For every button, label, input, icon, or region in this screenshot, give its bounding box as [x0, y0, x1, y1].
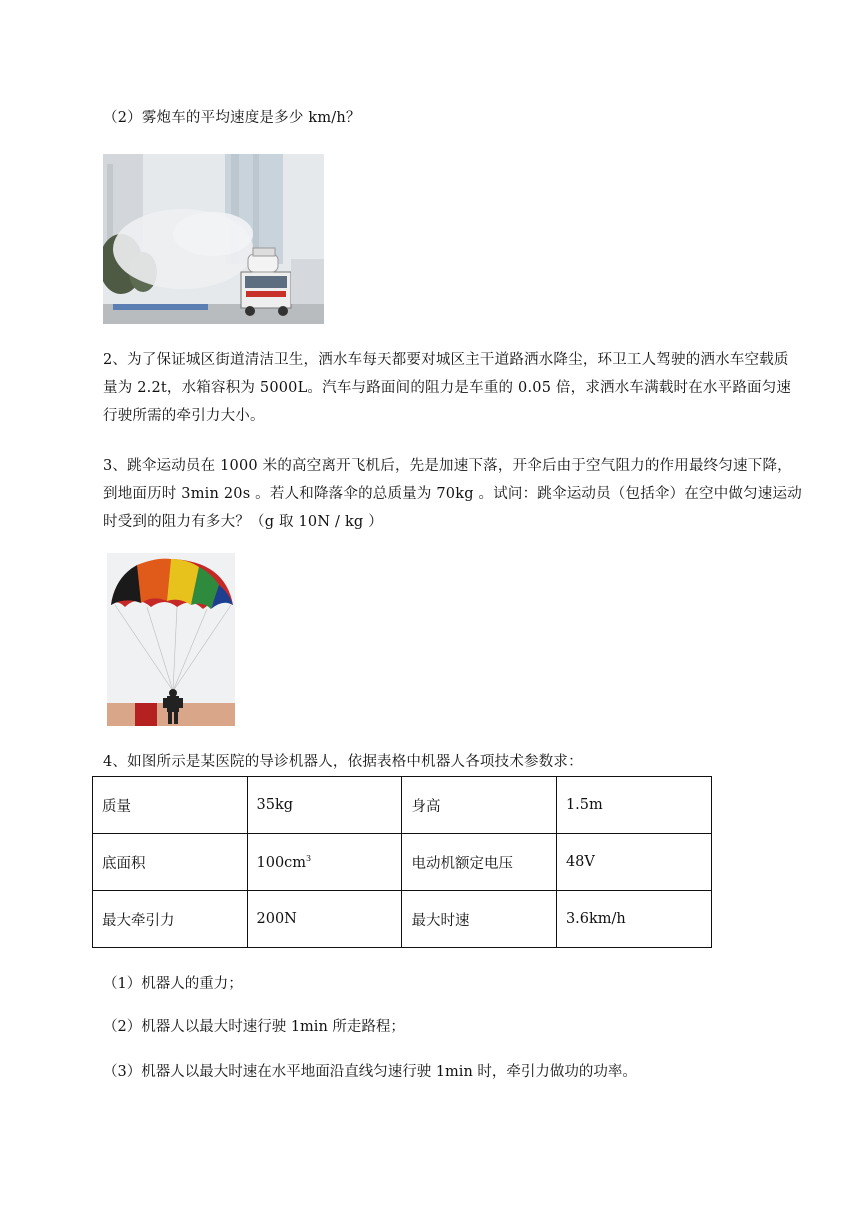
table-cell: 35kg [247, 777, 402, 834]
table-cell: 最大时速 [402, 891, 557, 948]
table-cell: 3.6km/h [556, 891, 711, 948]
parachutist-image [107, 553, 235, 726]
table-row [93, 777, 712, 834]
table-cell: 身高 [402, 777, 557, 834]
robot-parameters-table [92, 776, 712, 948]
table-cell: 电动机额定电压 [402, 834, 557, 891]
table-cell: 48V [556, 834, 711, 891]
table-cell: 底面积 [93, 834, 248, 891]
problem-4: 4、如图所示是某医院的导诊机器人，依据表格中机器人各项技术参数求： [103, 754, 583, 770]
problem-4-sub-2: （2）机器人以最大时速行驶 1min 所走路程； [103, 1019, 405, 1035]
problem-2: 2、为了保证城区街道清洁卫生，洒水车每天都要对城区主干道路洒水降尘，环卫工人驾驶的洒水车空载质量为 2.2t，水箱容积为 5000L。汽车与路面间的阻力是车重的 0.05 倍，求洒水车满载时在水平路面匀速行驶所需的牵引力大小。 [103, 352, 792, 424]
question-2-sub: （2）雾炮车的平均速度是多少 km/h？ [103, 110, 361, 126]
problem-4-sub-3: （3）机器人以最大时速在水平地面沿直线匀速行驶 1min 时，牵引力做功的功率。 [103, 1064, 637, 1080]
table-cell: 最大牵引力 [93, 891, 248, 948]
area-value: 100cm [256, 854, 307, 871]
problem-4-sub-1: （1）机器人的重力； [103, 976, 243, 992]
table-cell-area [247, 834, 402, 891]
table-cell: 200N [247, 891, 402, 948]
table-row [93, 891, 712, 948]
table-cell: 质量 [93, 777, 248, 834]
table-row [93, 834, 712, 891]
area-exponent: 3 [306, 853, 312, 863]
fog-cannon-truck-image [103, 154, 324, 324]
table-cell: 1.5m [556, 777, 711, 834]
problem-3: 3、跳伞运动员在 1000 米的高空离开飞机后，先是加速下落，开伞后由于空气阻力的作用最终匀速下降，到地面历时 3min 20s 。若人和降落伞的总质量为 70kg 。试问：跳伞运动员（包括伞）在空中做匀速运动时受到的阻力有多大？（g 取 10N / kg ） [103, 458, 802, 530]
